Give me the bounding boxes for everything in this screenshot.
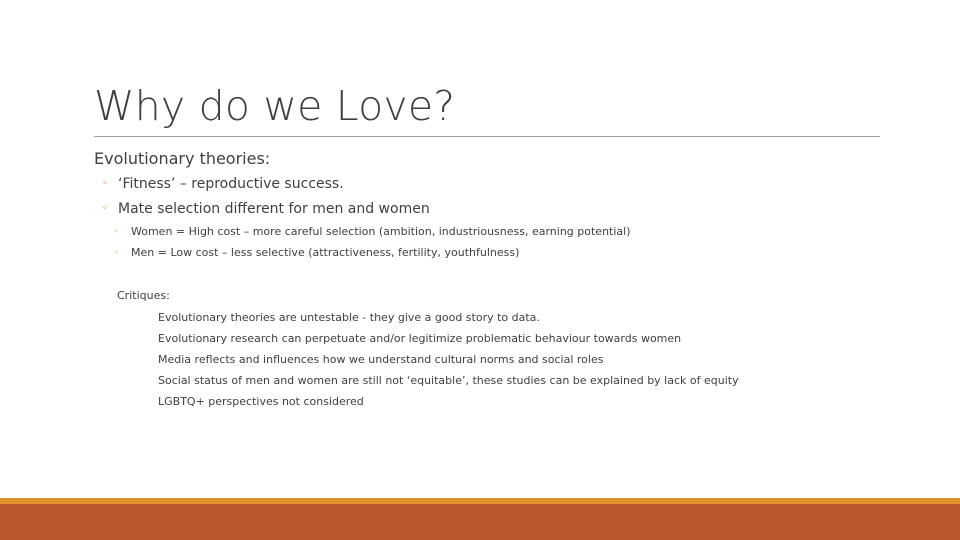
bullet-icon: ◦ — [114, 227, 119, 236]
bullet-text: ‘Fitness’ – reproductive success. — [118, 176, 344, 192]
critique-item: Media reflects and influences how we understand cultural norms and social roles — [158, 353, 604, 366]
footer-band — [0, 504, 960, 540]
bullet-icon: ◦ — [114, 248, 119, 257]
title-divider — [94, 136, 880, 137]
sub-bullet-item — [114, 225, 631, 238]
critique-item: Evolutionary theories are untestable - they give a good story to data. — [158, 311, 540, 324]
bullet-icon: ◦ — [102, 203, 108, 214]
bullet-item — [102, 176, 344, 192]
sub-bullet-item — [114, 246, 519, 259]
sub-bullet-text: Women = High cost – more careful selection (ambition, industriousness, earning potential) — [131, 225, 631, 238]
critique-item: Evolutionary research can perpetuate and/or legitimize problematic behaviour towards women — [158, 332, 682, 345]
critiques-list — [158, 310, 739, 415]
sub-bullet-text: Men = Low cost – less selective (attractiveness, fertility, youthfulness) — [131, 246, 520, 259]
bullet-icon: ◦ — [102, 178, 108, 189]
critique-item: LGBTQ+ perspectives not considered — [158, 395, 364, 408]
bullet-item — [102, 201, 430, 217]
critique-item: Social status of men and women are still not ‘equitable’, these studies can be explained by lack of equity — [158, 374, 739, 387]
bullet-text: Mate selection different for men and women — [118, 201, 430, 217]
critiques-label: Critiques: — [117, 289, 170, 302]
slide-title: Why do we Love? — [94, 82, 456, 130]
section-heading: Evolutionary theories: — [94, 149, 271, 168]
